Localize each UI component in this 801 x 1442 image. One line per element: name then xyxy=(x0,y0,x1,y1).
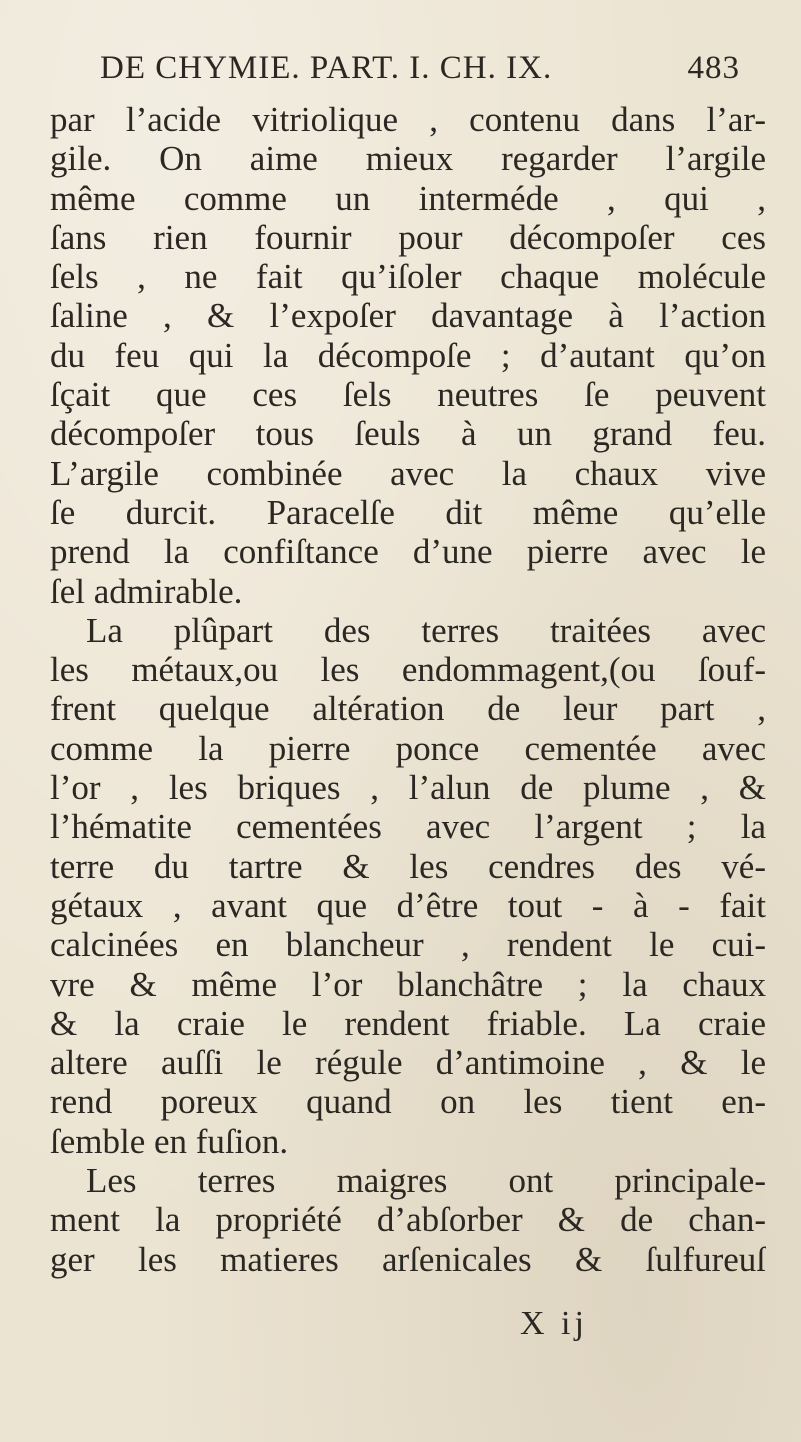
text-line: ſaline , & l’expoſer davantage à l’action xyxy=(50,296,766,336)
text-line: les métaux,ou les endommagent,(ou ſouf- xyxy=(50,650,766,690)
text-line: frent quelque altération de leur part , xyxy=(50,689,766,729)
text-line: décompoſer tous ſeuls à un grand feu. xyxy=(50,414,766,454)
running-head-title: DE CHYMIE. PART. I. CH. IX. xyxy=(100,50,553,86)
text-line: ſemble en fuſion. xyxy=(50,1121,289,1161)
text-line: ſels , ne fait qu’iſoler chaque molécule xyxy=(50,257,766,297)
text-line: comme la pierre ponce cementée avec xyxy=(50,728,766,768)
text-line: terre du tartre & les cendres des vé- xyxy=(50,846,766,886)
text-line: calcinées en blancheur , rendent le cui- xyxy=(50,925,766,965)
text-line: du feu qui la décompoſe ; d’autant qu’on xyxy=(50,335,766,375)
text-line: ſel admirable. xyxy=(50,571,243,611)
text-line: par l’acide vitriolique , contenu dans l’ar- xyxy=(50,100,766,139)
running-head xyxy=(100,50,740,96)
signature-mark: X ij xyxy=(520,1305,588,1342)
text-line: L’argile combinée avec la chaux vive xyxy=(50,453,766,493)
text-line: gétaux , avant que d’être tout - à - fait xyxy=(50,885,766,925)
text-line: gile. On aime mieux regarder l’argile xyxy=(50,139,766,179)
text-line: ſe durcit. Paracelſe dit même qu’elle xyxy=(50,492,766,532)
text-line: prend la confiſtance d’une pierre avec le xyxy=(50,532,766,572)
text-line: La plûpart des terres traitées avec xyxy=(86,610,766,650)
text-line: ſçait que ces ſels neutres ſe peuvent xyxy=(50,375,766,415)
text-line: rend poreux quand on les tient en- xyxy=(50,1082,766,1122)
page-number: 483 xyxy=(687,50,740,86)
text-line: même comme un interméde , qui , xyxy=(50,178,766,218)
text-line: & la craie le rendent friable. La craie xyxy=(50,1003,766,1043)
text-line: ger les matieres arſenicales & ſulfureuſ xyxy=(50,1239,766,1279)
text-line: l’or , les briques , l’alun de plume , & xyxy=(50,768,766,808)
body-text xyxy=(50,100,766,1279)
text-line: altere auſſi le régule d’antimoine , & le xyxy=(50,1043,766,1083)
text-line: l’hématite cementées avec l’argent ; la xyxy=(50,807,766,847)
text-line: vre & même l’or blanchâtre ; la chaux xyxy=(50,964,766,1004)
text-line: ment la propriété d’abſorber & de chan- xyxy=(50,1200,766,1240)
text-line: Les terres maigres ont principale- xyxy=(86,1161,766,1201)
text-line: ſans rien fournir pour décompoſer ces xyxy=(50,217,766,257)
